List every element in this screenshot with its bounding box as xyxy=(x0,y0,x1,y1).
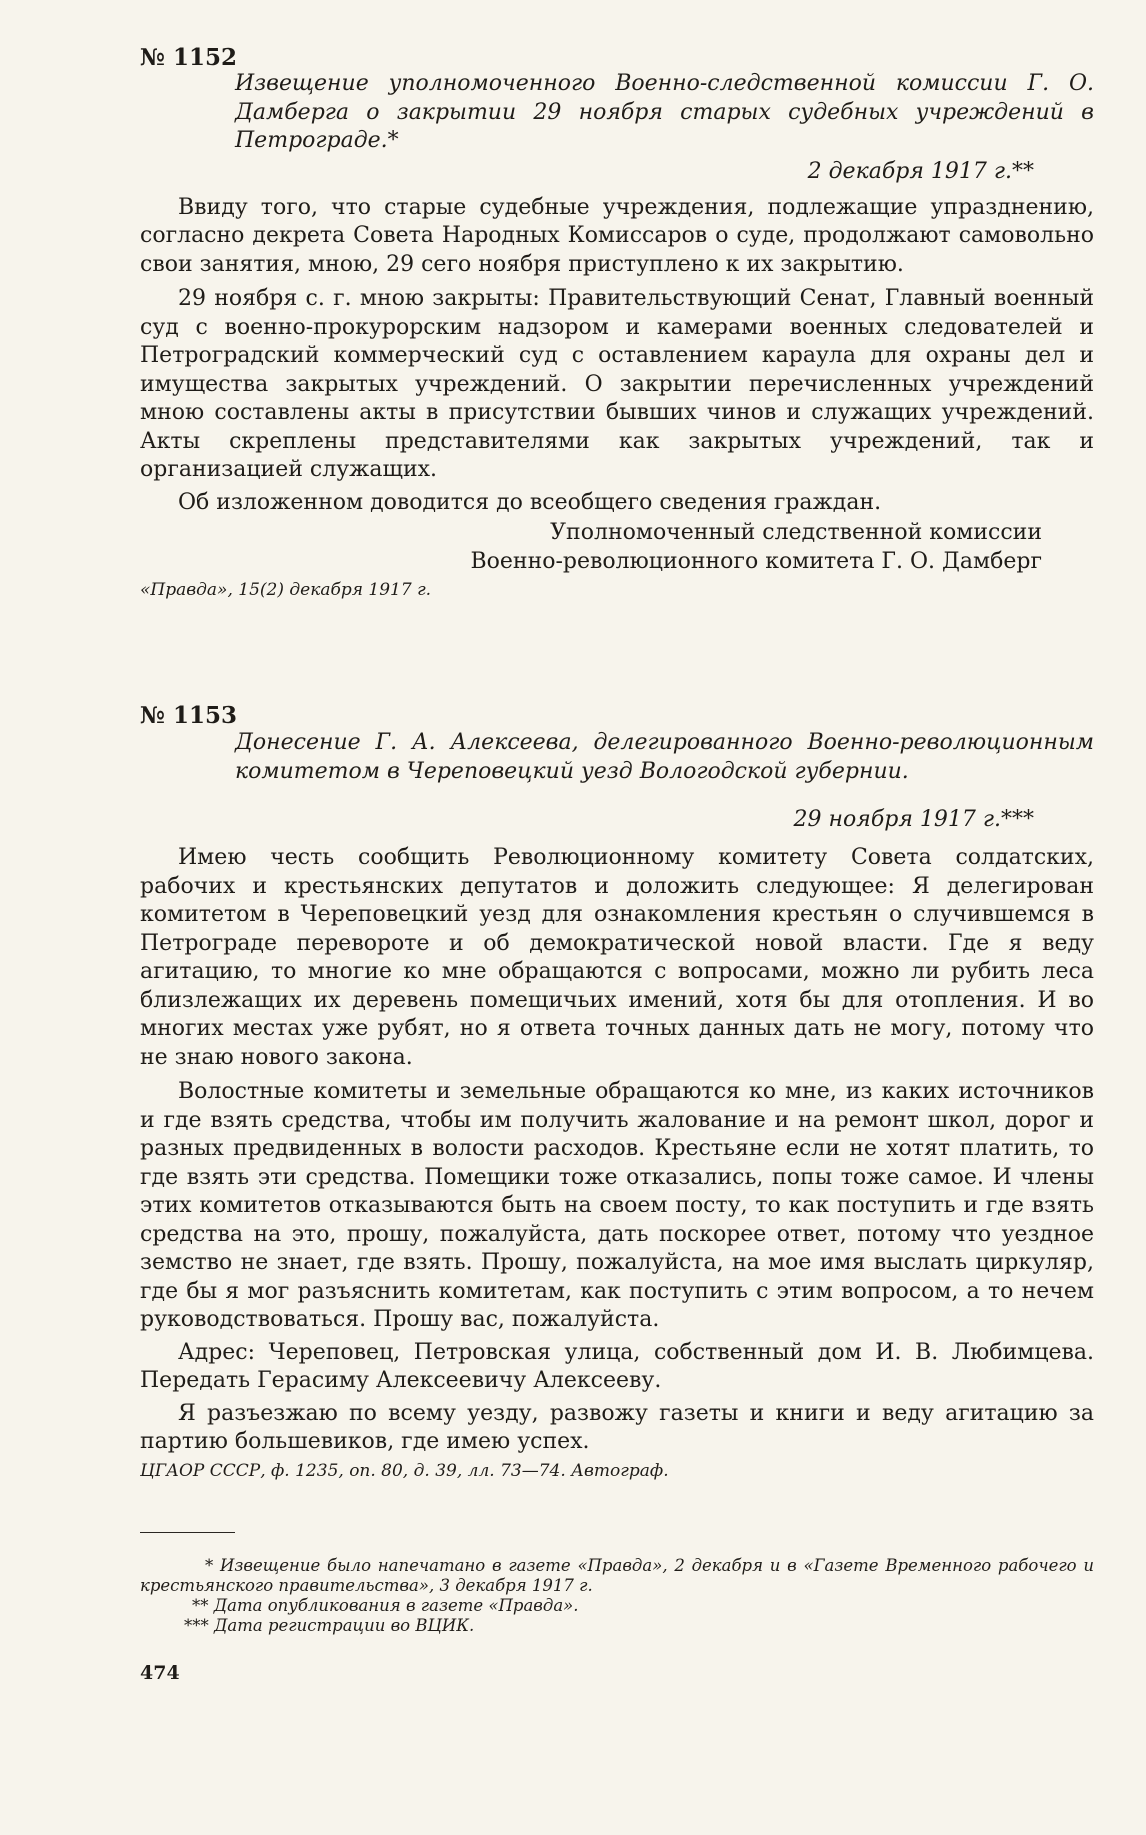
document-date: 29 ноября 1917 г.*** xyxy=(793,807,1034,832)
document-date: 2 декабря 1917 г.** xyxy=(807,158,1034,184)
paragraph: 29 ноября с. г. мною закрыты: Правительствующий Сенат, Главный военный суд с военно-прокурорским надзором и камерами военных следователей и Петроградский коммерческий суд с оставлением караула для охраны дел и имущества закрытых учреждений. О закрытии перечисленных учреждений мною составлены акты в присутствии бывших чинов и служащих учреждений. Акты скреплены представителями как закрытых учреждений, так и организацией служащих. xyxy=(140,286,1094,482)
footnotes xyxy=(140,1556,1094,1636)
footnote: *** Дата регистрации во ВЦИК. xyxy=(184,1616,475,1635)
paragraph: Адрес: Череповец, Петровская улица, собственный дом И. В. Любимцева. Передать Герасиму Алексеевичу Алексееву. xyxy=(140,1339,1094,1393)
document-title: Донесение Г. А. Алексеева, делегированного Военно-революционным комитетом в Череповецкий уезд Вологодской губернии. xyxy=(235,730,1094,784)
source-citation: ЦГАОР СССР, ф. 1235, оп. 80, д. 39, лл. 73—74. Автограф. xyxy=(140,1460,669,1481)
paragraph: Имею честь сообщить Революционному комитету Совета солдатских, рабочих и крестьянских депутатов и доложить следующее: Я делегирован комитетом в Череповецкий уезд для ознакомления крестьян о случившемся в Петрограде перевороте и об демократической новой власти. Где я веду агитацию, то многие ко мне обращаются с вопросами, можно ли рубить леса близлежащих их деревень помещичьих имений, хотя бы для отопления. И во многих местах уже рубят, но я ответа точных данных дать не могу, потому что не знаю нового закона. xyxy=(140,845,1094,1070)
footnote: * Извещение было напечатано в газете «Правда», 2 декабря и в «Газете Временного рабочего и крестьянского правительства», 3 декабря 1917 г. xyxy=(140,1556,1094,1595)
signature-line: Военно-революционного комитета Г. О. Дамберг xyxy=(470,548,1042,574)
source-citation: «Правда», 15(2) декабря 1917 г. xyxy=(140,580,432,600)
paragraph: Волостные комитеты и земельные обращаются ко мне, из каких источников и где взять средства, чтобы им получить жалование и на ремонт школ, дорог и разных предвиденных в волости расходов. Крестьяне если не хотят платить, то где взять эти средства. Помещики тоже отказались, попы тоже самое. И члены этих комитетов отказываются быть на своем посту, то как поступить и где взять средства на это, прошу, пожалуйста, дать поскорее ответ, потому что уездное земство не знает, где взять. Прошу, пожалуйста, на мое имя выслать циркуляр, где бы я мог разъяснить комитетам, как поступить с этим вопросом, а то нечем руководствоваться. Прошу вас, пожалуйста. xyxy=(140,1079,1094,1332)
footnote-rule xyxy=(140,1532,235,1533)
paragraph: Ввиду того, что старые судебные учреждения, подлежащие упразднению, согласно декрета Совета Народных Комиссаров о суде, продолжают самовольно свои занятия, мною, 29 сего ноября приступлено к их закрытию. xyxy=(140,194,1094,277)
signature-block xyxy=(140,519,1094,576)
document-1153 xyxy=(140,702,1094,1483)
document-number: № 1153 xyxy=(140,702,238,729)
footnote: ** Дата опубликования в газете «Правда». xyxy=(192,1596,579,1615)
document-body xyxy=(140,844,1094,1457)
paragraph: Об изложенном доводится до всеобщего сведения граждан. xyxy=(178,489,882,515)
document-body xyxy=(140,194,1094,518)
document-title: Извещение уполномоченного Военно-следственной комиссии Г. О. Дамберга о закрытии 29 ноября старых судебных учреждений в Петрограде.* xyxy=(235,71,1094,153)
page-number: 474 xyxy=(140,1662,180,1684)
document-number: № 1152 xyxy=(140,44,238,71)
signature-line: Уполномоченный следственной комиссии xyxy=(550,520,1042,545)
document-1152 xyxy=(140,44,1094,602)
paragraph: Я разъезжаю по всему уезду, развожу газеты и книги и веду агитацию за партию большевиков, где имею успех. xyxy=(140,1400,1094,1454)
